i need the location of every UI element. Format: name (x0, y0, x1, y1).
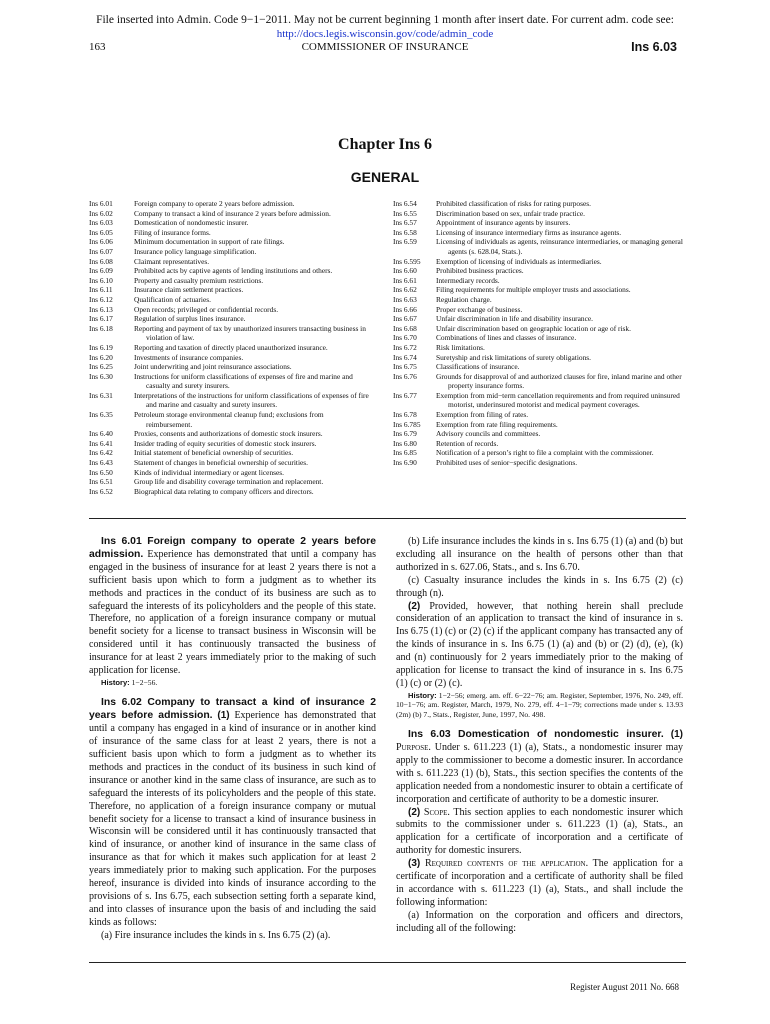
toc-section-title: Suretyship and risk limitations of surety obligations. (436, 352, 591, 362)
section-6-01-history: History: 1−2−56. (101, 677, 158, 687)
toc-section-number: Ins 6.05 (89, 227, 113, 237)
section-6-03-3: (3) Required contents of the application. The application for a certificate of incorporation and a certificate of authority shall be filed in accordance with s. 611.223 (1) (a), Stats., and shall include the following information: (396, 858, 683, 908)
toc-entry (393, 343, 687, 353)
toc-section-title: Reporting and taxation of directly placed unauthorized insurance. (134, 342, 328, 352)
body-column-left (89, 536, 376, 943)
toc-section-number: Ins 6.68 (393, 323, 417, 333)
toc-section-title: Appointment of insurance agents by insurers. (436, 218, 571, 228)
toc-section-title: Domestication of nondomestic insurer. (134, 218, 249, 228)
toc-section-number: Ins 6.17 (89, 314, 113, 324)
toc-entry (89, 362, 371, 372)
chapter-title: Chapter Ins 6 (338, 136, 432, 153)
toc-section-number: Ins 6.78 (393, 410, 417, 420)
toc-entry (89, 353, 371, 363)
toc-section-title: Classifications of insurance. (436, 362, 520, 372)
toc-entry (393, 391, 687, 410)
toc-entry (393, 324, 687, 334)
toc-section-number: Ins 6.72 (393, 342, 417, 352)
toc-section-title: Instructions for uniform classifications of expenses of fire and marine and casualty and surety insurers. (134, 371, 353, 391)
toc-section-number: Ins 6.54 (393, 199, 417, 208)
toc-section-number: Ins 6.59 (393, 237, 417, 247)
toc-entry (89, 295, 371, 305)
toc-section-title: Regulation of surplus lines insurance. (134, 314, 246, 324)
toc-entry (89, 468, 371, 478)
toc-section-number: Ins 6.12 (89, 294, 113, 304)
toc-entry (89, 410, 371, 429)
toc-entry (393, 276, 687, 286)
toc-section-title: Interpretations of the instructions for uniform classifications of expenses of fire and marine and casualty and surety insurers. (134, 390, 369, 410)
toc-section-number: Ins 6.02 (89, 208, 113, 218)
toc-entry (89, 324, 371, 343)
toc-section-number: Ins 6.06 (89, 237, 113, 247)
divider-rule-top (89, 518, 686, 519)
toc-section-number: Ins 6.01 (89, 199, 113, 208)
toc-section-title: Minimum documentation in support of rate filings. (134, 237, 285, 247)
toc-entry (89, 372, 371, 391)
toc-section-title: Unfair discrimination in life and disability insurance. (436, 314, 594, 324)
toc-section-title: Prohibited classification of risks for rating purposes. (436, 199, 591, 208)
toc-entry (393, 420, 687, 430)
toc-section-title: Notification of a person’s right to file a complaint with the commissioner. (436, 448, 654, 458)
toc-entry (393, 372, 687, 391)
toc-entry (89, 199, 371, 209)
toc-section-number: Ins 6.55 (393, 208, 417, 218)
toc-entry (89, 429, 371, 439)
toc-section-number: Ins 6.35 (89, 410, 113, 420)
toc-entry (89, 266, 371, 276)
register-footer: Register August 2011 No. 668 (570, 982, 679, 992)
toc-entry (393, 439, 687, 449)
toc-section-title: Reporting and payment of tax by unauthorized insurers transacting business in violation of law. (134, 323, 366, 343)
toc-section-title: Grounds for disapproval of and authorized clauses for fire, inland marine and other property insurance forms. (436, 371, 682, 391)
toc-section-number: Ins 6.08 (89, 256, 113, 266)
toc-section-number: Ins 6.57 (393, 218, 417, 228)
toc-section-number: Ins 6.79 (393, 429, 417, 439)
toc-entry (89, 439, 371, 449)
toc-section-title: Insurance policy language simplification. (134, 246, 257, 256)
toc-section-title: Exemption from mid−term cancellation requirements and from required uninsured motorist, underinsured motorist and medical payment coverages. (436, 390, 680, 410)
section-6-02-a: (a) Fire insurance includes the kinds in s. Ins 6.75 (2) (a). (101, 929, 331, 941)
toc-section-number: Ins 6.18 (89, 323, 113, 333)
toc-section-number: Ins 6.70 (393, 333, 417, 343)
toc-entry (393, 228, 687, 238)
toc-entry (393, 362, 687, 372)
divider-rule-bottom (89, 962, 686, 963)
toc-section-title: Insider trading of equity securities of domestic stock insurers. (134, 438, 317, 448)
toc-entry (89, 314, 371, 324)
toc-entry (89, 237, 371, 247)
toc-section-title: Joint underwriting and joint reinsurance associations. (134, 362, 292, 372)
toc-entry (393, 209, 687, 219)
insertion-notice-text: File inserted into Admin. Code 9−1−2011. May not be current beginning 1 month after insert date. For current adm. code see: (96, 14, 674, 26)
section-6-01-heading: Ins 6.01 Foreign company to operate 2 years before admission. (89, 536, 376, 560)
section-6-01 (89, 536, 376, 678)
toc-section-number: Ins 6.30 (89, 371, 113, 381)
section-6-03-heading: Ins 6.03 Domestication of nondomestic insurer. (408, 729, 664, 741)
toc-section-number: Ins 6.13 (89, 304, 113, 314)
toc-section-title: Filing requirements for multiple employer trusts and associations. (436, 285, 631, 295)
toc-section-title: Proxies, consents and authorizations of domestic stock insurers. (134, 429, 323, 439)
toc-entry (89, 477, 371, 487)
toc-entry (89, 228, 371, 238)
toc-section-number: Ins 6.595 (393, 256, 421, 266)
toc-section-title: Proper exchange of business. (436, 304, 523, 314)
toc-section-title: Regulation charge. (436, 294, 492, 304)
toc-section-title: Unfair discrimination based on geographic location or age of risk. (436, 323, 631, 333)
toc-section-number: Ins 6.11 (89, 285, 113, 295)
body-column-right (396, 536, 683, 936)
toc-section-number: Ins 6.43 (89, 458, 113, 468)
toc-entry (89, 257, 371, 267)
toc-entry (89, 247, 371, 257)
toc-section-title: Petroleum storage environmental cleanup fund; exclusions from reimbursement. (134, 410, 324, 429)
toc-entry (89, 276, 371, 286)
toc-section-number: Ins 6.40 (89, 429, 113, 439)
toc-entry (393, 266, 687, 276)
toc-section-number: Ins 6.75 (393, 362, 417, 372)
toc-section-number: Ins 6.07 (89, 246, 113, 256)
toc-entry (393, 429, 687, 439)
toc-section-title: Open records; privileged or confidential records. (134, 304, 279, 314)
section-6-02: Ins 6.02 Company to transact a kind of insurance 2 years before admission. (1) Experience has demonstrated that until a company has engaged in a kind of insurance or in another kind of insurance of the same class for at least 2 years, there is not a sufficient basis upon which to form a judgment as to whether its methods and practices in the conduct of its business in such kind of insurance or another kind in the same class of insurance, are such as to safeguard the interests of its policyholders and the people of this state. Therefore, no application of a foreign insurance company or mutual benefit society for a license to transact a kind of insurance business in Wisconsin will be considered until it has continuously transacted that kind of insurance, or another kind of insurance in the same class of insurance as that for which it makes such application for at least 2 years immediately prior to making such application. For the purposes hereof, insurance is divided into kinds of insurance according to the provisions of s. Ins 6.75, each subsection setting forth a separate kind, and into classes of insurance upon the basis of and including the said kinds as follows: (89, 697, 377, 928)
section-6-02-b: (b) Life insurance includes the kinds in s. Ins 6.75 (1) (a) and (b) but excluding all insurance on the health of persons other than that authorized in s. 627.06, Stats., and s. Ins 6.70. (396, 536, 683, 573)
toc-section-number: Ins 6.20 (89, 352, 113, 362)
toc-entry (89, 209, 371, 219)
toc-section-number: Ins 6.51 (89, 477, 113, 487)
toc-entry (393, 458, 687, 468)
section-6-03-2: (2) Scope. This section applies to each nondomestic insurer which submits to the commissioner under s. 611.223 (1) (a), Stats., an application for a certificate of incorporation and a certificate of authority for domestic insurers. (396, 806, 683, 857)
table-of-contents-right (393, 199, 687, 468)
toc-section-number: Ins 6.09 (89, 266, 113, 276)
toc-section-title: Statement of changes in beneficial ownership of securities. (134, 458, 309, 468)
chapter-subtitle: GENERAL (350, 169, 420, 185)
section-6-02-c: (c) Casualty insurance includes the kinds in s. Ins 6.75 (2) (c) through (n). (396, 574, 683, 599)
toc-section-number: Ins 6.50 (89, 467, 113, 477)
toc-section-number: Ins 6.90 (393, 458, 417, 468)
toc-section-title: Filing of insurance forms. (134, 227, 211, 237)
toc-section-number: Ins 6.80 (393, 438, 417, 448)
toc-section-title: Company to transact a kind of insurance 2 years before admission. (134, 208, 331, 218)
section-6-01-text: Experience has demonstrated that until a company has engaged in the business of insurance for at least 2 years there is not a sufficient basis upon which to form a judgment as to whether its methods and practices in the conduct of its business are such as to safeguard the interests of its policyholders and the people of this state. Therefore, no application of a foreign insurance company or mutual benefit society for a license to transact business in Wisconsin will be considered until it has continuously transacted the business of insurance for at least 2 years immediately prior to the making of such application for license. (89, 548, 377, 677)
toc-section-number: Ins 6.61 (393, 275, 417, 285)
toc-section-title: Initial statement of beneficial ownership of securities. (134, 448, 294, 458)
section-6-02-2: (2) Provided, however, that nothing herein shall preclude consideration of an application to transact the kind of insurance in s. Ins 6.75 (1) (c) or (2) (c) if the applicant company has transacted any of the kinds of insurance in s. Ins 6.75 (1) (a) and (b) or (2) (d), (e), (k) and (n) continuously for 2 years immediately prior to the making of application for license to transact the kind of insurance in s. Ins 6.75 (1) (c) or (2) (c). (396, 600, 684, 689)
toc-section-title: Advisory councils and committees. (436, 429, 541, 439)
toc-section-title: Combinations of lines and classes of insurance. (436, 333, 577, 343)
toc-section-number: Ins 6.41 (89, 438, 113, 448)
toc-section-number: Ins 6.03 (89, 218, 113, 228)
toc-section-number: Ins 6.52 (89, 486, 113, 496)
section-6-02-text: Experience has demonstrated that until a company has engaged in a kind of insurance or in another kind of insurance of the same class for at least 2 years, there is not a sufficient basis upon which to form a judgment as to whether its methods and practices in the conduct of its business in such kind of insurance or another kind in the same class of insurance, are such as to safeguard the interests of its policyholders and the people of this state. Therefore, no application of a foreign insurance company or mutual benefit society for a license to transact a kind of insurance business in Wisconsin will be considered until it has continuously transacted that kind of insurance, or another kind of insurance in the same class of insurance as that for which it makes such application for at least 2 years immediately prior to making such application. For the purposes hereof, insurance is divided into kinds of insurance according to the provisions of s. Ins 6.75, each subsection setting forth a separate kind, and into classes of insurance upon the basis of and including the said kinds as follows: (89, 710, 377, 928)
toc-entry (89, 305, 371, 315)
toc-section-title: Prohibited business practices. (436, 266, 524, 276)
toc-section-title: Prohibited uses of senior−specific designations. (436, 458, 578, 468)
table-of-contents-left (89, 199, 371, 496)
toc-section-number: Ins 6.42 (89, 448, 113, 458)
toc-section-number: Ins 6.60 (393, 266, 417, 276)
toc-entry (89, 487, 371, 497)
toc-entry (393, 237, 687, 256)
toc-section-title: Kinds of individual intermediary or agent licenses. (134, 467, 285, 477)
toc-section-number: Ins 6.25 (89, 362, 113, 372)
insertion-notice (0, 13, 770, 41)
toc-section-title: Prohibited acts by captive agents of lending institutions and others. (134, 266, 333, 276)
toc-entry (393, 285, 687, 295)
toc-entry (393, 199, 687, 209)
toc-section-title: Property and casualty premium restrictions. (134, 275, 264, 285)
toc-entry (393, 295, 687, 305)
toc-section-number: Ins 6.19 (89, 342, 113, 352)
section-6-03: Ins 6.03 Domestication of nondomestic insurer. (1) Purpose. Under s. 611.223 (1) (a), Stats., a nondomestic insurer may apply to the commissioner to become a domestic insurer. In accordance with s. 611.223 (1) (b), Stats., this section specifies the contents of the application needed from a nondomestic insurer to obtain a certificate of incorporation and certificate of authority to be a domestic insurer. (396, 729, 684, 805)
toc-section-title: Risk limitations. (436, 342, 485, 352)
toc-entry (393, 257, 687, 267)
toc-entry (393, 410, 687, 420)
page-number: 163 (89, 41, 106, 53)
toc-entry (393, 314, 687, 324)
toc-entry (393, 353, 687, 363)
toc-entry (393, 448, 687, 458)
toc-section-title: Discrimination based on sex, unfair trade practice. (436, 208, 585, 218)
toc-entry (393, 305, 687, 315)
toc-section-number: Ins 6.63 (393, 294, 417, 304)
toc-section-title: Claimant representatives. (134, 256, 210, 266)
toc-section-title: Qualification of actuaries. (134, 294, 211, 304)
toc-entry (89, 218, 371, 228)
toc-section-number: Ins 6.31 (89, 390, 113, 400)
toc-section-title: Biographical data relating to company officers and directors. (134, 486, 314, 496)
toc-section-title: Licensing of insurance intermediary firms as insurance agents. (436, 227, 622, 237)
toc-section-title: Exemption from rate filing requirements. (436, 419, 558, 429)
toc-section-number: Ins 6.74 (393, 352, 417, 362)
toc-section-number: Ins 6.67 (393, 314, 417, 324)
admin-code-link[interactable]: http://docs.legis.wisconsin.gov/code/admin_code (276, 28, 494, 40)
toc-section-title: Investments of insurance companies. (134, 352, 244, 362)
toc-section-title: Licensing of individuals as agents, reinsurance intermediaries, or managing general agents (s. 628.04, Stats.). (436, 237, 683, 256)
toc-entry (89, 285, 371, 295)
running-title: COMMISSIONER OF INSURANCE (301, 41, 469, 53)
toc-entry (89, 458, 371, 468)
toc-entry (89, 343, 371, 353)
toc-section-title: Intermediary records. (436, 275, 500, 285)
section-6-02-heading: Ins 6.02 Company to transact a kind of insurance 2 years before admission. (89, 697, 376, 722)
toc-section-number: Ins 6.66 (393, 304, 417, 314)
toc-entry (89, 391, 371, 410)
section-6-02-history: History: 1−2−56; emerg. am. eff. 6−22−76; am. Register, September, 1976, No. 249, eff. 10−1−76; am. Register, March, 1979, No. 279, eff. 4−1−79; corrections made under s. 13.93 (2m) (b) 7., Stats., Register, June, 1997, No. 498. (396, 690, 683, 719)
toc-entry (393, 218, 687, 228)
section-6-03-3-a: (a) Information on the corporation and officers and directors, including all of the following: (396, 909, 683, 934)
toc-section-title: Exemption of licensing of individuals as intermediaries. (436, 256, 602, 266)
toc-section-title: Foreign company to operate 2 years before admission. (134, 199, 295, 208)
toc-entry (89, 448, 371, 458)
toc-section-number: Ins 6.10 (89, 275, 113, 285)
toc-section-number: Ins 6.58 (393, 227, 417, 237)
toc-section-title: Retention of records. (436, 438, 499, 448)
toc-section-number: Ins 6.62 (393, 285, 417, 295)
toc-section-number: Ins 6.785 (393, 419, 421, 429)
toc-section-title: Group life and disability coverage termination and replacement. (134, 477, 324, 487)
toc-section-title: Exemption from filing of rates. (436, 410, 529, 420)
toc-section-number: Ins 6.85 (393, 448, 417, 458)
section-reference: Ins 6.03 (631, 40, 677, 54)
toc-section-number: Ins 6.77 (393, 390, 417, 400)
toc-section-title: Insurance claim settlement practices. (134, 285, 244, 295)
toc-section-number: Ins 6.76 (393, 371, 417, 381)
toc-entry (393, 333, 687, 343)
